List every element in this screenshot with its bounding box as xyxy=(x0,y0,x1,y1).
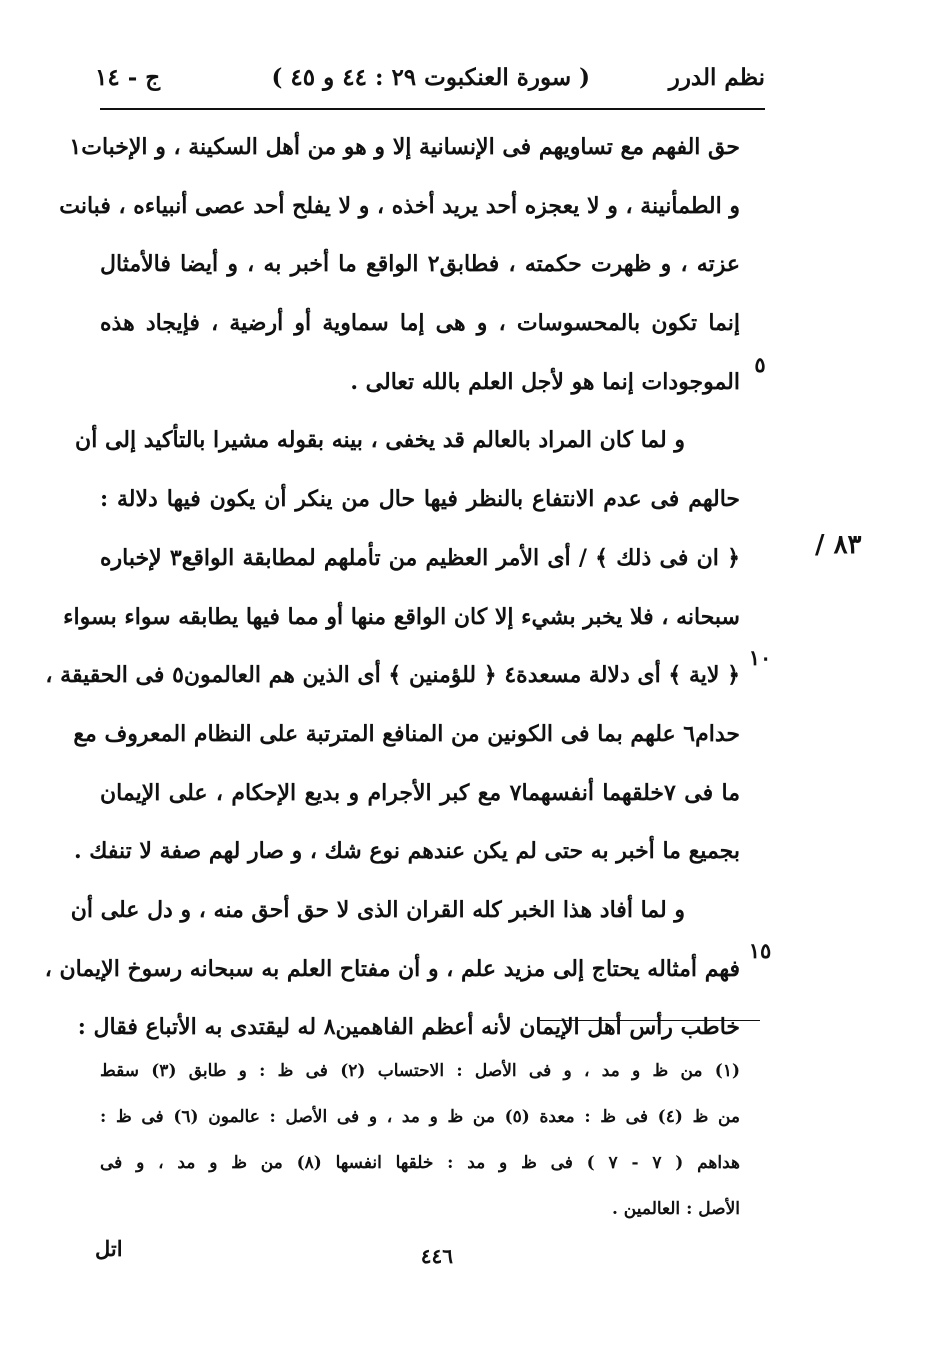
volume-number: ج - ١٤ xyxy=(95,64,161,91)
text-line: خاطب رأس أهل الإيمان لأنه أعظم الفاهمين٨ له ليقتدى به الأتباع فقال : xyxy=(77,1014,740,1041)
text-line: بجميع ما أخبر به حتى لم يكن عندهم نوع شك ، و صار لهم صفة لا تنفك . xyxy=(73,838,740,865)
footnotes xyxy=(100,1048,740,1232)
text-line: و الطمأنينة ، و لا يعجزه أحد يريد أخذه ، و لا يفلح أحد عصى أنبياءه ، فبانت xyxy=(59,192,740,219)
book-title: نظم الدرر xyxy=(668,64,765,91)
margin-folio-mark: ٨٣ / xyxy=(815,530,862,560)
text-line: و لما كان المراد بالعالم قد يخفى ، بينه بقوله مشيرا بالتأكيد إلى أن xyxy=(75,427,685,454)
surah-reference: ( سورة العنكبوت ٢٩ : ٤٤ و ٤٥ ) xyxy=(271,64,590,91)
text-line: فهم أمثاله يحتاج إلى مزيد علم ، و أن مفتاح العلم به سبحانه رسوخ الإيمان ، xyxy=(44,955,740,982)
text-line: ما فى ٧خلقهما أنفسهما٧ مع كبر الأجرام و بديع الإحكام ، على الإيمان xyxy=(100,779,740,806)
text-line: إنما تكون بالمحسوسات ، و هى إما سماوية أو أرضية ، فإيجاد هذه xyxy=(100,310,740,337)
footnote-line: من ظ (٤) فى ظ : معدة (٥) من ظ و مد ، و فى الأصل : عالمون (٦) فى ظ : xyxy=(100,1107,741,1127)
text-line: سبحانه ، فلا يخبر بشيء إلا كان الواقع منها أو مما فيها يطابقه سواء بسواء xyxy=(63,603,740,630)
running-header xyxy=(95,58,765,102)
text-line: عزته ، و ظهرت حكمته ، فطابق٢ الواقع ما أخبر به ، و أيضا فالأمثال xyxy=(100,251,740,278)
line-number: ١٥ xyxy=(748,938,772,963)
footnote-divider xyxy=(540,1020,760,1021)
text-line: حالهم فى عدم الانتفاع بالنظر فيها حال من ينكر أن يكون فيها دلالة : xyxy=(100,486,740,513)
footnote-line: الأصل : العالمين . xyxy=(611,1199,740,1219)
page-number: ٤٤٦ xyxy=(420,1244,453,1268)
line-number: ٥ xyxy=(754,352,766,377)
text-line: ﴿ ان فى ذلك ﴾ / أى الأمر العظيم من تأملهم لمطابقة الواقع٣ لإخباره xyxy=(100,544,740,571)
line-number: ١٠ xyxy=(748,645,772,670)
footnote-line: (١) من ظ و مد ، و فى الأصل : الاحتساب (٢) فى ظ : و طابق (٣) سقط xyxy=(100,1061,740,1081)
footnote-line: هداهم ( ٧ - ٧ ) فى ظ و مد : خلقها انفسها (٨) من ظ و مد ، و فى xyxy=(100,1153,740,1173)
text-line: الموجودات إنما هو لأجل العلم بالله تعالى . xyxy=(350,368,740,395)
main-text xyxy=(44,118,740,1057)
page-footer xyxy=(95,1236,765,1276)
text-line: حدام٦ علهم بما فى الكونين من المنافع المترتبة على النظام المعروف مع xyxy=(73,720,740,747)
text-line: ﴿ لاية ﴾ أى دلالة مسعدة٤ ﴿ للؤمنين ﴾ أى الذين هم العالمون٥ فى الحقيقة ، xyxy=(45,662,740,689)
header-divider xyxy=(100,108,765,110)
text-line: حق الفهم مع تساويهم فى الإنسانية إلا و هو من أهل السكينة ، و الإخبات١ xyxy=(69,134,740,160)
signature-mark: اتل xyxy=(95,1236,123,1261)
text-line: و لما أفاد هذا الخبر كله القران الذى لا حق أحق منه ، و دل على أن xyxy=(70,896,685,923)
